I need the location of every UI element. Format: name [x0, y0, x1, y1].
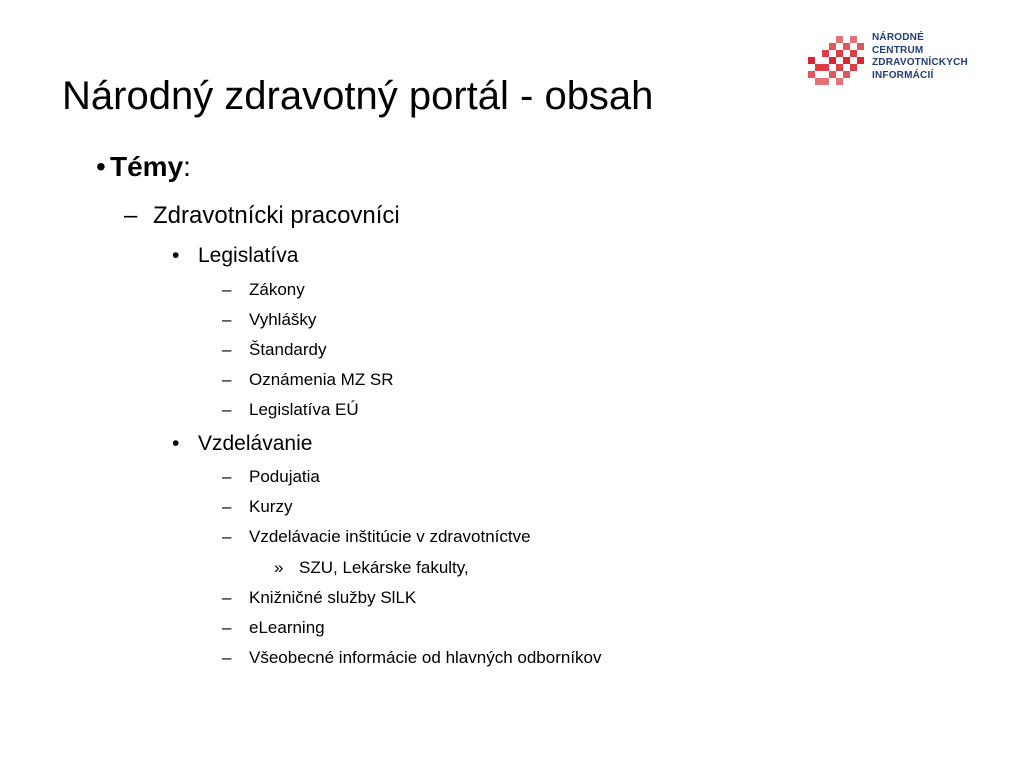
topic-heading [110, 150, 191, 184]
bullet-dash: – [124, 202, 138, 229]
logo-square [822, 78, 829, 85]
logo-line: CENTRUM [872, 44, 924, 56]
logo-square [843, 57, 850, 64]
section-heading: Zdravotnícki pracovníci [153, 202, 400, 229]
bullet-dash: – [222, 400, 232, 419]
logo-square [836, 64, 843, 71]
bullet-raquo: » [274, 558, 284, 577]
bullet-dash: – [222, 370, 232, 389]
bullet-dash: – [222, 527, 232, 546]
logo-square [836, 78, 843, 85]
logo-square [808, 57, 815, 64]
logo-square [850, 50, 857, 57]
list-item: Knižničné služby SlLK [249, 588, 417, 607]
logo-line: INFORMÁCIÍ [872, 69, 934, 81]
list-item: eLearning [249, 618, 325, 637]
bullet-dash: – [222, 467, 232, 486]
sub-list-item: SZU, Lekárske fakulty, [299, 558, 469, 577]
bullet-dash: – [222, 618, 232, 637]
list-item: Podujatia [249, 467, 320, 486]
bullet-dash: – [222, 497, 232, 516]
slide-title: Národný zdravotný portál - obsah [62, 74, 654, 118]
bullet-dash: – [222, 648, 232, 667]
bullet-dot: • [172, 432, 180, 455]
checkered-logo-icon [808, 34, 864, 86]
logo-square [843, 71, 850, 78]
logo-square [808, 71, 815, 78]
bullet-dot: • [96, 151, 106, 182]
legislation-heading: Legislatíva [198, 244, 299, 267]
logo-square [850, 36, 857, 43]
logo-square [857, 57, 864, 64]
logo-line: ZDRAVOTNÍCKYCH [872, 57, 968, 68]
bullet-dash: – [222, 280, 232, 299]
logo-square [836, 36, 843, 43]
bullet-dash: – [222, 310, 232, 329]
logo-square [822, 64, 829, 71]
logo-line: NÁRODNÉ [872, 32, 924, 43]
topic-label: Témy [110, 151, 184, 182]
education-heading: Vzdelávanie [198, 432, 313, 455]
logo-square [829, 71, 836, 78]
logo-square [815, 78, 822, 85]
list-item: Vyhlášky [249, 310, 317, 329]
bullet-dash: – [222, 588, 232, 607]
list-item: Vzdelávacie inštitúcie v zdravotníctve [249, 527, 531, 546]
list-item: Zákony [249, 280, 305, 299]
list-item: Oznámenia MZ SR [249, 370, 394, 389]
list-item: Legislatíva EÚ [249, 400, 359, 419]
logo-square [857, 43, 864, 50]
logo-square [829, 43, 836, 50]
logo-square [822, 50, 829, 57]
bullet-dash: – [222, 340, 232, 359]
topic-colon: : [183, 151, 191, 182]
nczi-logo [808, 30, 998, 92]
bullet-dot: • [172, 244, 180, 267]
logo-square [843, 43, 850, 50]
list-item: Štandardy [249, 340, 327, 359]
logo-square [815, 64, 822, 71]
logo-square [836, 50, 843, 57]
logo-text [872, 32, 968, 82]
logo-square [829, 57, 836, 64]
list-item: Kurzy [249, 497, 293, 516]
logo-square [850, 64, 857, 71]
list-item: Všeobecné informácie od hlavných odborníkov [249, 648, 602, 667]
